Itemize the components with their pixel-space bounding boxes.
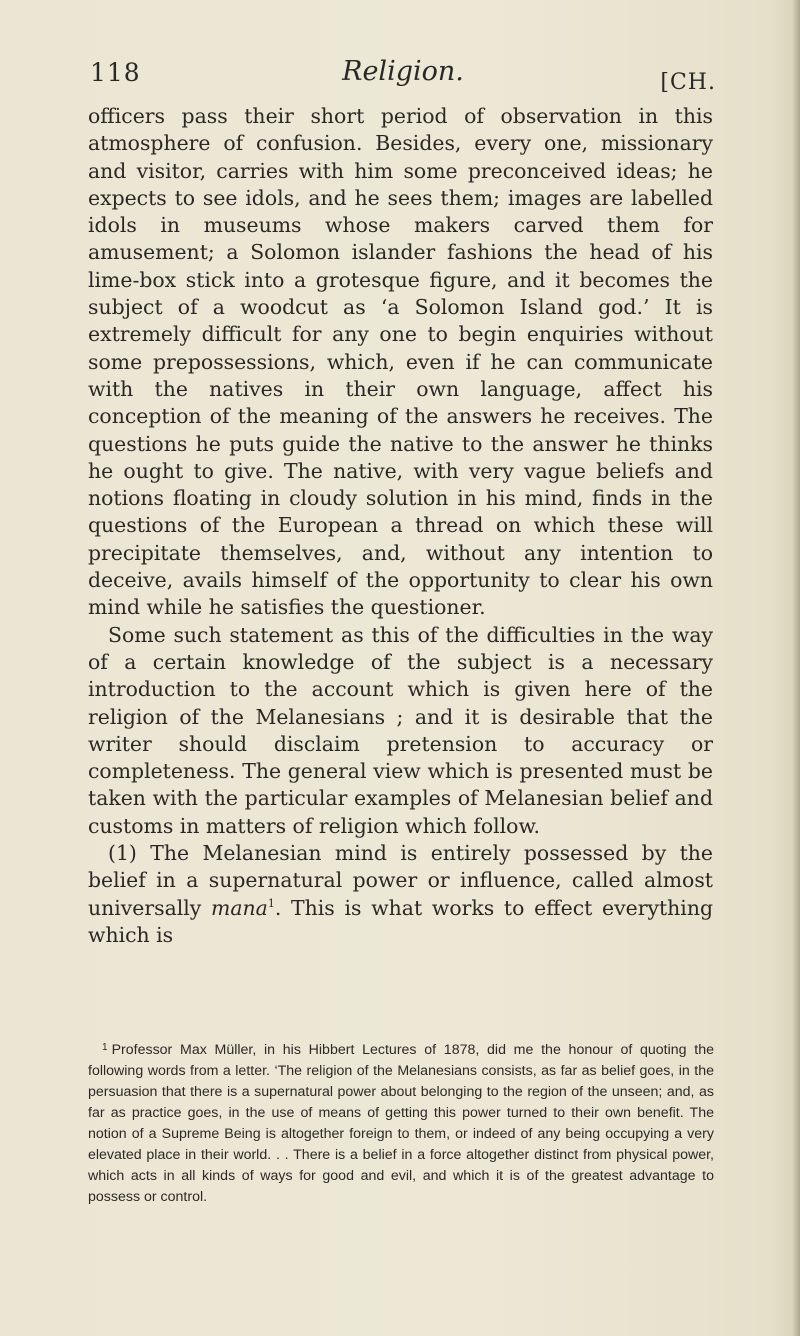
paragraph-3 [88,840,713,949]
term-mana: mana [211,895,268,920]
footnote-text: Professor Max Müller, in his Hibbert Lectures of 1878, did me the honour of quoting the following words from a letter. ‘The religion of the Melanesians consists, as far as belief goes, in the persuasion that there is a supernatural power about belonging to the region of the unseen; and, as far as practice goes, in the use of means of getting this power turned to their own benefit. The notion of a Supreme Being is altogether foreign to them, or indeed of any being occupying a very elevated place in their world. . . There is a belief in a force altogether distinct from physical power, which acts in all kinds of ways for good and evil, and which it is of the greatest advantage to possess or control. [88,1042,714,1205]
chapter-mark: [CH. [660,70,716,95]
footnote [88,1037,714,1208]
body-text [88,103,713,949]
paragraph-3-end: . This is what works to effect everything which is [88,895,714,947]
page-edge-shadow [792,0,800,1336]
footnote-marker: 1 [102,1042,108,1053]
paragraph-3-start: (1) The Melanesian mind is entirely possessed by the belief in a supernatural power or influence, called almost universally [88,841,713,920]
footnote-paragraph [88,1037,714,1208]
running-title: Religion. [342,56,464,87]
page-header [90,52,716,95]
page-number: 118 [90,58,141,87]
paragraph-2: Some such statement as this of the difficulties in the way of a certain knowledge of the subject is a necessary introduction to the account which is given here of the religion of the Melanesians ; and it is desirable that the writer should disclaim pretension to accuracy or completeness. The general view which is presented must be taken with the particular examples of Melanesian belief and customs in matters of religion which follow. [88,622,713,838]
paragraph-1: officers pass their short period of observation in this atmosphere of confusion. Besides, every one, missionary and visitor, carries with him some preconceived ideas; he expects to see idols, and he sees them; images are labelled idols in museums whose makers carved them for amusement; a Solomon islander fashions the head of his lime-box stick into a grotesque figure, and it becomes the subject of a woodcut as ‘a Solomon Island god.’ It is extremely difficult for any one to begin enquiries without some prepossessions, which, even if he can communicate with the natives in their own language, affect his conception of the meaning of the answers he receives. The questions he puts guide the native to the answer he thinks he ought to give. The native, with very vague beliefs and notions floating in cloudy solution in his mind, finds in the questions of the European a thread on which these will precipitate themselves, and, without any intention to deceive, avails himself of the opportunity to clear his own mind while he satisfies the questioner. [88,104,713,620]
footnote-reference: 1 [267,896,275,910]
